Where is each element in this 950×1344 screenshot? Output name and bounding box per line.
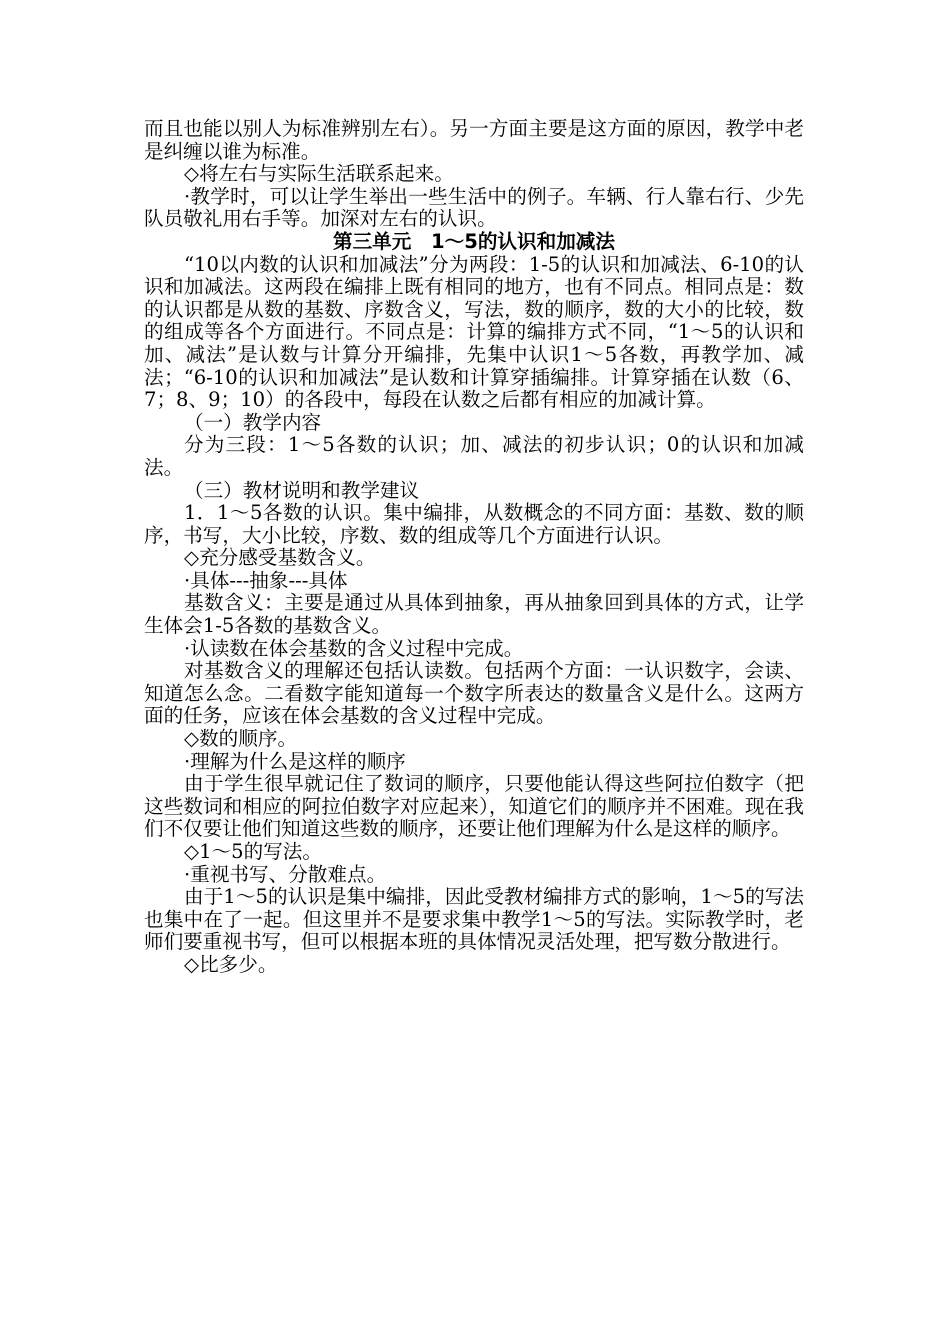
paragraph: 由于1～5的认识是集中编排，因此受教材编排方式的影响，1～5的写法也集中在了一起。但这里并不是要求集中教学1～5的写法。实际教学时，老师们要重视书写，但可以根据本班的具体情况灵活处理，把写数分散进行。 (144, 885, 804, 954)
paragraph: 分为三段：1～5各数的认识；加、减法的初步认识；0的认识和加减法。 (144, 433, 804, 479)
paragraph-bullet: ·重视书写、分散难点。 (184, 862, 387, 886)
paragraph-bullet-heading: ◇将左右与实际生活联系起来。 (184, 162, 454, 186)
paragraph-bullet: ·理解为什么是这样的顺序 (184, 749, 406, 773)
subheading-teaching-content: （一）教学内容 (184, 410, 322, 434)
paragraph-intro: “10以内数的认识和加减法”分为两段：1-5的认识和加减法、6-10的认识和加减法。这两段在编排上既有相同的地方，也有不同点。相同点是：数的认识都是从数的基数、序数含义，写法，数的顺序，数的大小的比较，数的组成等各个方面进行。不同点是：计算的编排方式不同，“1～5的认识和加、减法”是认数与计算分开编排，先集中认识1～5各数，再教学加、减法；“6-10的认识和加减法”是认数和计算穿插编排。计算穿插在认数（6、7；8、9；10）的各段中，每段在认数之后都有相应的加减计算。 (144, 252, 804, 412)
paragraph-bullet-heading: ◇1～5的写法。 (184, 840, 322, 863)
paragraph-bullet: ·具体---抽象---具体 (184, 568, 348, 592)
paragraph: 由于学生很早就记住了数词的顺序，只要他能认得这些阿拉伯数字（把这些数词和相应的阿拉伯数字对应起来），知道它们的顺序并不困难。现在我们不仅要让他们知道这些数的顺序，还要让他们理解为什么是这样的顺序。 (144, 772, 804, 841)
paragraph: 1．1～5各数的认识。集中编排，从数概念的不同方面：基数、数的顺序，书写，大小比较，序数、数的组成等几个方面进行认识。 (144, 501, 804, 547)
paragraph-bullet: ·认读数在体会基数的含义过程中完成。 (184, 636, 524, 660)
document-page (144, 118, 804, 977)
section-heading: 第三单元 1～5的认识和加减法 (333, 229, 615, 253)
subheading-material-notes: （三）教材说明和教学建议 (184, 478, 420, 502)
paragraph-continuation: 而且也能以别人为标准辨别左右）。另一方面主要是这方面的原因，教学中老是纠缠以谁为标准。 (144, 117, 804, 163)
paragraph: ·教学时，可以让学生举出一些生活中的例子。车辆、行人靠右行、少先队员敬礼用右手等。加深对左右的认识。 (144, 184, 804, 231)
paragraph: 基数含义：主要是通过从具体到抽象，再从抽象回到具体的方式，让学生体会1-5各数的基数含义。 (144, 591, 804, 638)
paragraph-bullet-heading: ◇充分感受基数含义。 (184, 546, 376, 570)
paragraph: 对基数含义的理解还包括认读数。包括两个方面：一认识数字，会读、知道怎么念。二看数字能知道每一个数字所表达的数量含义是什么。这两方面的任务，应该在体会基数的含义过程中完成。 (144, 659, 804, 728)
paragraph-bullet-heading: ◇数的顺序。 (184, 727, 298, 751)
paragraph-bullet-heading: ◇比多少。 (184, 952, 278, 976)
